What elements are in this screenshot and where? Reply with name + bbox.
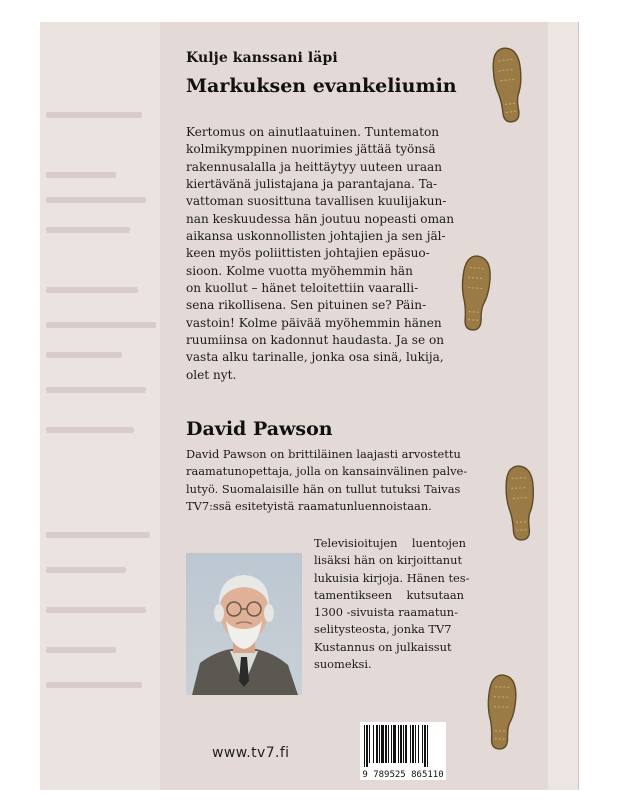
blurb-text: [186, 124, 473, 384]
barcode-bar: [391, 725, 392, 763]
barcode-bar: [400, 725, 402, 763]
blurb-line: vasta alku tarinalle, jonka osa sinä, lukija,: [186, 350, 444, 365]
bio-line: tamentikseen kutsutaan: [314, 587, 465, 602]
barcode-bar: [376, 725, 378, 763]
author-photo: [186, 553, 302, 695]
barcode-bar: [427, 725, 428, 767]
barcode-bar: [381, 725, 384, 763]
barcode-bar: [364, 725, 365, 767]
blurb-line: kiertävänä julistajana ja parantajana. Ta-: [186, 177, 438, 192]
barcode-bar: [403, 725, 404, 763]
blurb-line: rakennusalalla ja heittäytyy uuteen uraan: [186, 159, 443, 174]
bio-line: raamatunopettaja, jolla on kansainvälinen palve-: [186, 464, 468, 479]
barcode-bar: [398, 725, 399, 763]
blurb-line: kolmikymppinen nuorimies jättää työnsä: [186, 142, 436, 157]
series-line: Kulje kanssani läpi: [186, 50, 338, 66]
barcode-bar: [388, 725, 389, 763]
barcode-bar: [422, 725, 423, 763]
blurb-line: vattoman suosittuna tavallisen kuulijakun-: [186, 194, 447, 209]
barcode-bar: [366, 725, 368, 767]
blurb-line: sioon. Kolme vuotta myöhemmin hän: [186, 263, 413, 278]
bio-line: Kustannus on julkaissut: [314, 639, 452, 654]
blurb-line: on kuollut – hänet teloitettiin vaaralli-: [186, 281, 419, 296]
barcode-bar: [418, 725, 419, 763]
barcode-bar: [412, 725, 414, 763]
bio-line: Televisioitujen luentojen: [314, 536, 467, 550]
bio-line: David Pawson on brittiläinen laajasti arvostettu: [186, 447, 461, 461]
blurb-line: olet nyt.: [186, 367, 237, 382]
author-bio: [186, 446, 476, 515]
blurb-line: aikansa uskonnollisten johtajien ja sen jäl-: [186, 229, 446, 244]
barcode-bar: [410, 725, 411, 763]
footprint-icon: [455, 253, 494, 333]
website-url: www.tv7.fi: [212, 745, 290, 761]
barcode: [360, 722, 446, 780]
barcode-bar: [373, 725, 374, 763]
bio-line: lisäksi hän on kirjoittanut: [314, 553, 463, 568]
right-edge-strip: [548, 22, 578, 790]
barcode-bar: [405, 725, 407, 763]
blurb-line: keen myös poliittisten johtajien epäsuo-: [186, 246, 430, 261]
bio-line: suomeksi.: [314, 657, 372, 672]
barcode-bar: [415, 725, 416, 763]
barcode-bar: [385, 725, 387, 763]
barcode-bar: [424, 725, 426, 767]
footprint-icon: [501, 463, 539, 543]
blurb-line: sena rikollisena. Sen pituinen se? Päin-: [186, 298, 427, 313]
blurb-line: nan keskuudessa hän joutuu nopeasti oman: [186, 211, 455, 226]
blurb-line: vastoin! Kolme päivää myöhemmin hänen: [186, 315, 442, 330]
isbn-number: 9 789525 865110: [362, 770, 444, 780]
barcode-bar: [369, 725, 370, 763]
barcode-bar: [393, 725, 396, 763]
bio-line: lukuisia kirjoja. Hänen tes-: [314, 570, 470, 585]
bio-line: TV7:ssä esitetyistä raamatunluennoistaan.: [186, 498, 432, 513]
blurb-line: Kertomus on ainutlaatuinen. Tuntematon: [186, 125, 440, 139]
author-bio-wrap: [314, 535, 476, 673]
bio-line: lutyö. Suomalaisille hän on tullut tutuksi Taivas: [186, 481, 461, 496]
barcode-bars: [360, 722, 446, 768]
bio-line: selitysteosta, jonka TV7: [314, 622, 452, 637]
footprint-icon: [482, 672, 520, 752]
faded-left-strip: [40, 22, 160, 790]
barcode-bar: [379, 725, 380, 763]
bio-line: 1300 -sivuista raamatun-: [314, 605, 458, 620]
blurb-line: ruumiinsa on kadonnut haudasta. Ja se on: [186, 333, 445, 348]
book-title: Markuksen evankeliumin: [186, 75, 457, 97]
author-heading: David Pawson: [186, 418, 333, 440]
